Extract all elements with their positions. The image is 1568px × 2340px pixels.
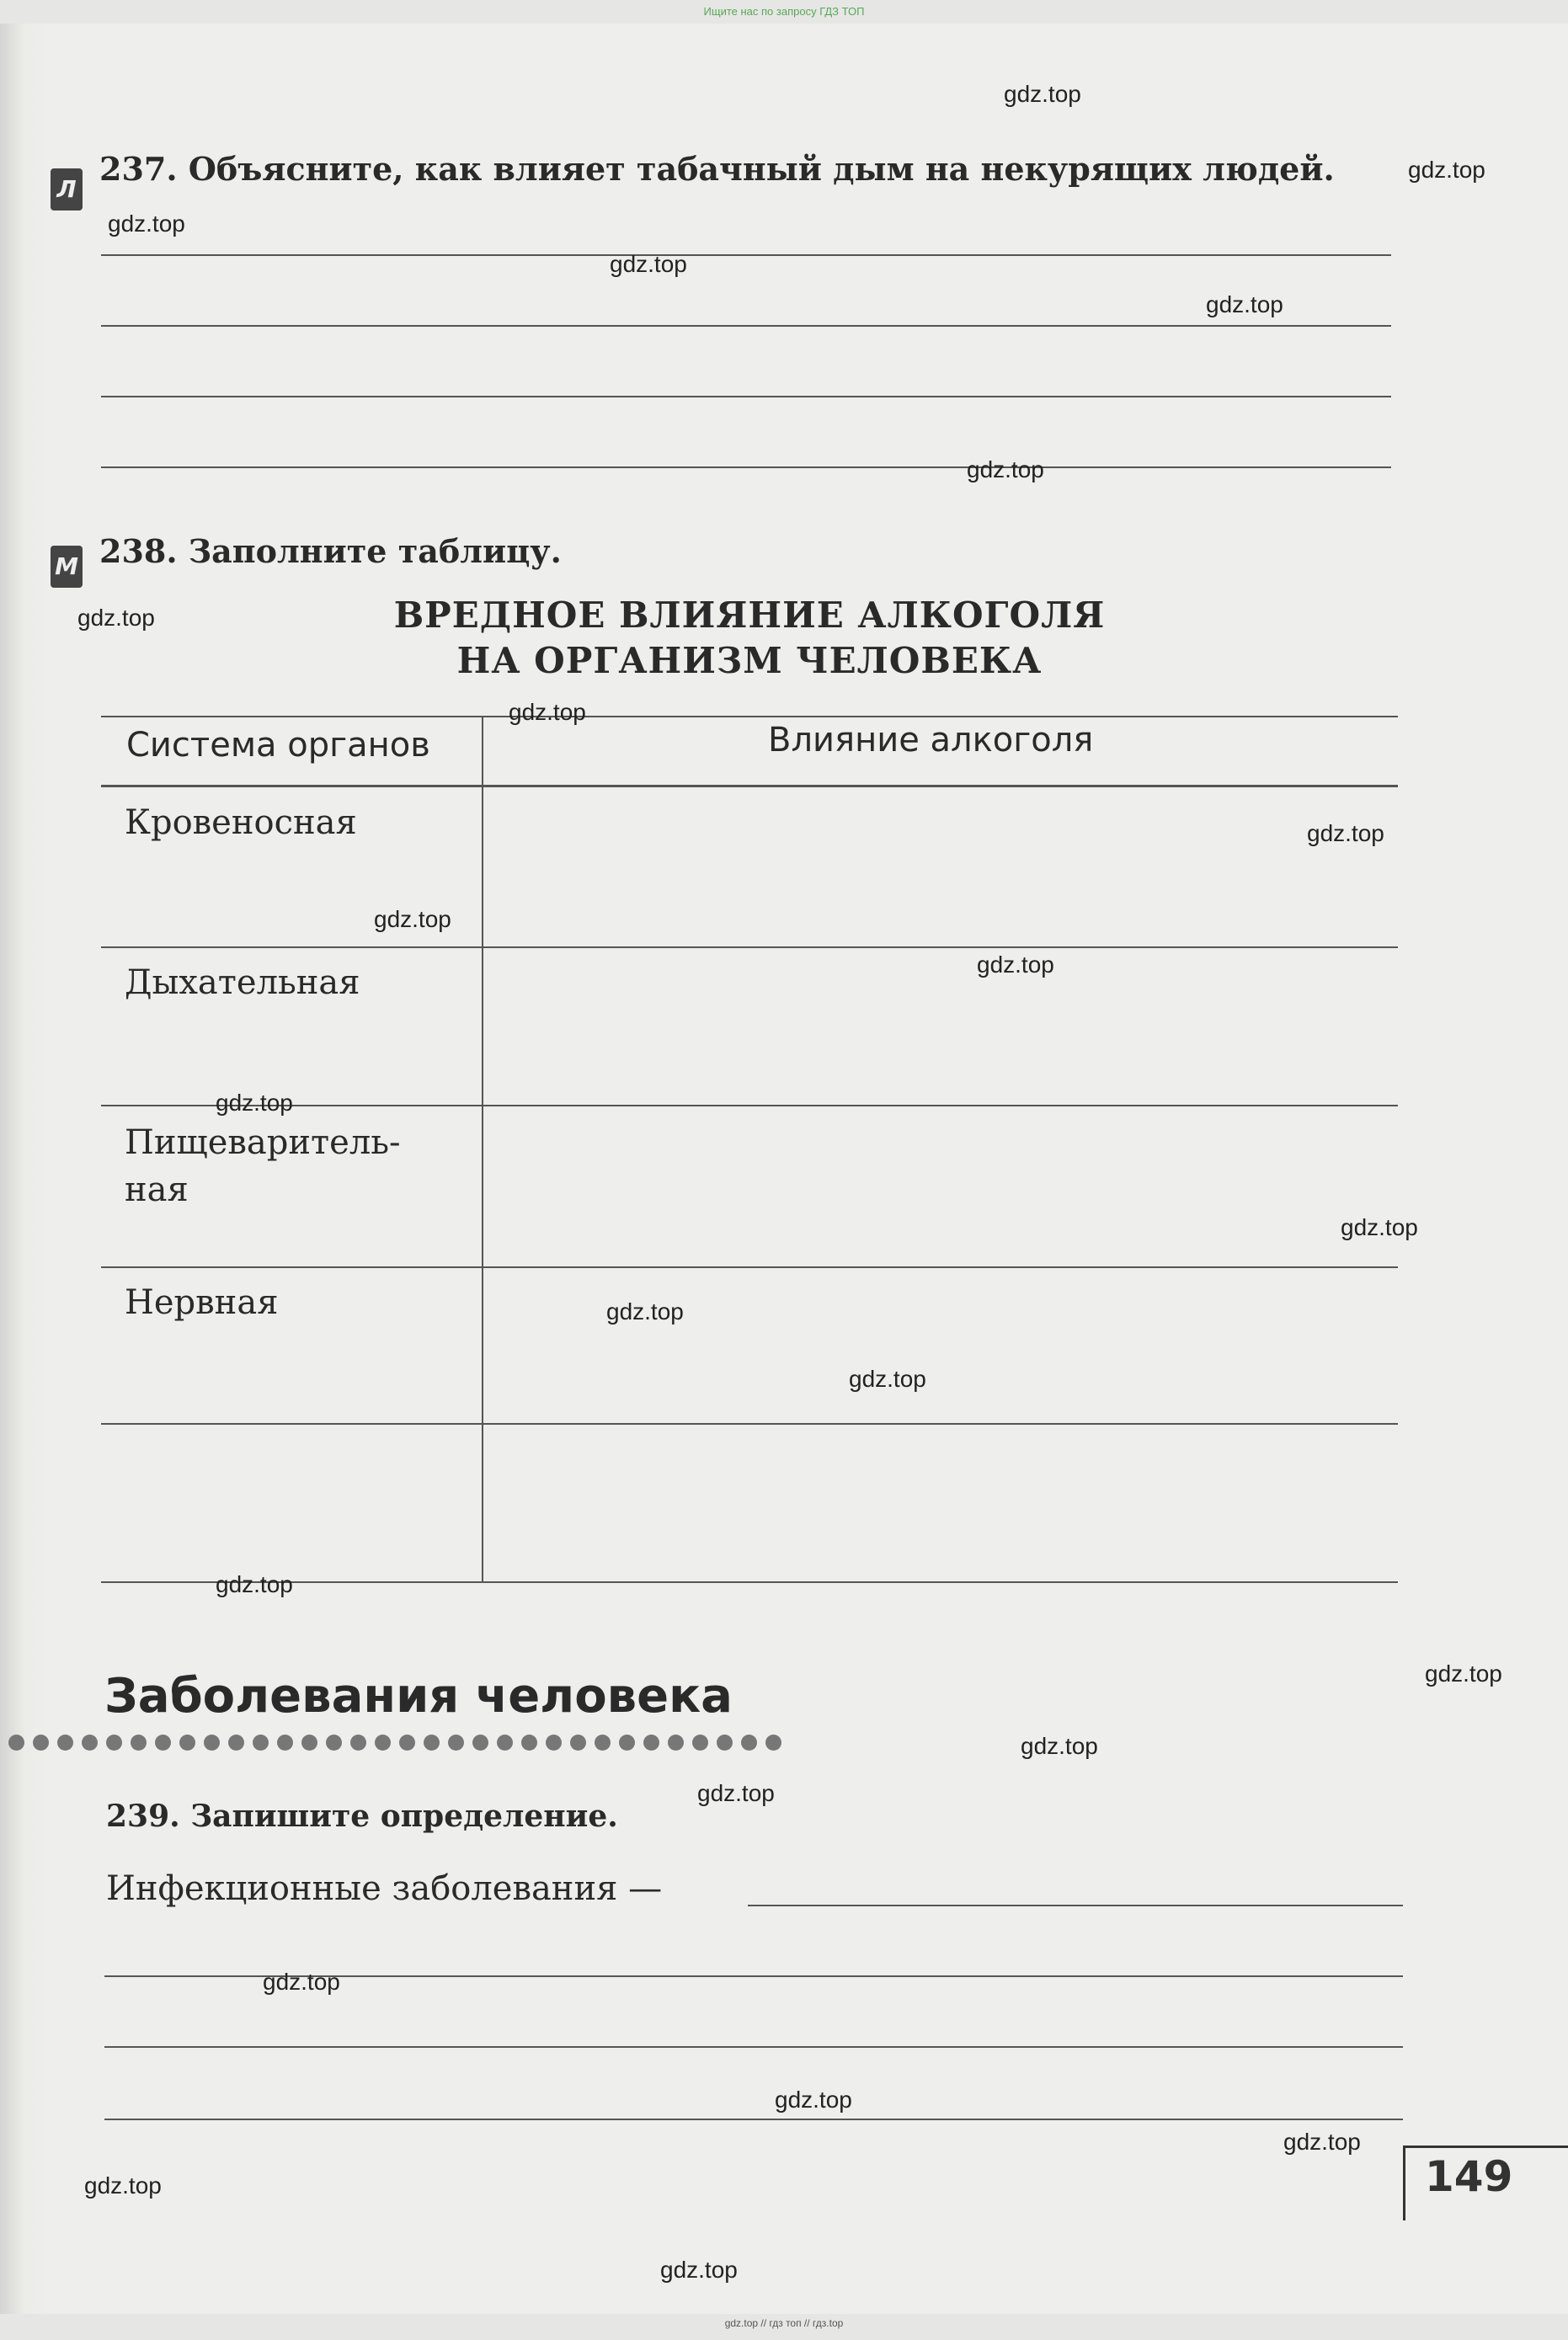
watermark: gdz.top — [84, 2172, 162, 2199]
answer-line[interactable] — [104, 2119, 1403, 2120]
row-system-label: Кровеносная — [125, 803, 357, 842]
page-number: 149 — [1425, 2152, 1513, 2201]
row-system-label-cont: ная — [125, 1170, 189, 1209]
watermark: gdz.top — [1004, 81, 1081, 107]
bottom-banner: gdz.top // гдз топ // гдз.top — [724, 2317, 844, 2329]
level-badge-l: Л — [51, 168, 83, 211]
table-top-border — [101, 716, 1398, 717]
watermark: gdz.top — [263, 1969, 340, 1995]
answer-line[interactable] — [104, 2046, 1403, 2048]
watermark: gdz.top — [108, 211, 185, 237]
table-title-line2: НА ОРГАНИЗМ ЧЕЛОВЕКА — [456, 640, 1043, 681]
watermark: gdz.top — [1408, 157, 1485, 183]
task-238-heading: 238. Заполните таблицу. — [99, 532, 562, 570]
watermark: gdz.top — [967, 456, 1044, 482]
definition-term: Инфекционные заболевания — — [106, 1869, 663, 1908]
answer-line[interactable] — [101, 466, 1391, 468]
answer-line[interactable] — [101, 325, 1391, 327]
column-header-effect: Влияние алкоголя — [768, 721, 1094, 760]
watermark: gdz.top — [1283, 2129, 1361, 2155]
watermark: gdz.top — [216, 1090, 293, 1116]
row-separator — [101, 1266, 1398, 1268]
watermark: gdz.top — [1206, 291, 1283, 317]
task-237-heading: 237. Объясните, как влияет табачный дым на некурящих людей. — [99, 150, 1335, 188]
watermark: gdz.top — [849, 1366, 926, 1392]
level-badge-m: М — [51, 546, 83, 588]
watermark: gdz.top — [1341, 1214, 1418, 1240]
watermark: gdz.top — [216, 1571, 293, 1597]
column-header-system: Система органов — [126, 726, 430, 765]
watermark: gdz.top — [509, 699, 586, 725]
row-separator — [101, 1423, 1398, 1425]
row-separator — [101, 1105, 1398, 1106]
watermark: gdz.top — [374, 906, 451, 932]
section-dotted-divider — [8, 1735, 781, 1751]
watermark: gdz.top — [1021, 1733, 1098, 1759]
row-system-label: Нервная — [125, 1283, 279, 1322]
watermark: gdz.top — [697, 1780, 775, 1806]
watermark: gdz.top — [977, 951, 1054, 978]
top-banner: Ищите нас по запросу ГДЗ ТОП — [703, 5, 865, 18]
watermark: gdz.top — [775, 2087, 852, 2113]
watermark: gdz.top — [606, 1298, 684, 1325]
row-system-label: Пищеваритель- — [125, 1123, 401, 1162]
answer-line[interactable] — [101, 254, 1391, 256]
row-separator — [101, 946, 1398, 948]
watermark: gdz.top — [77, 605, 155, 631]
answer-line[interactable] — [101, 396, 1391, 397]
answer-line[interactable] — [748, 1905, 1403, 1906]
column-divider — [482, 716, 483, 1583]
header-separator — [101, 785, 1398, 787]
table-bottom-border — [101, 1581, 1398, 1583]
task-239-heading: 239. Запишите определение. — [106, 1799, 618, 1834]
section-title: Заболевания человека — [104, 1669, 733, 1724]
workbook-page — [0, 24, 1568, 2314]
table-title-line1: ВРЕДНОЕ ВЛИЯНИЕ АЛКОГОЛЯ — [393, 594, 1106, 636]
watermark: gdz.top — [1425, 1660, 1502, 1687]
watermark: gdz.top — [1307, 820, 1384, 846]
row-system-label: Дыхательная — [125, 963, 360, 1002]
watermark: gdz.top — [610, 251, 687, 277]
watermark: gdz.top — [660, 2257, 738, 2283]
